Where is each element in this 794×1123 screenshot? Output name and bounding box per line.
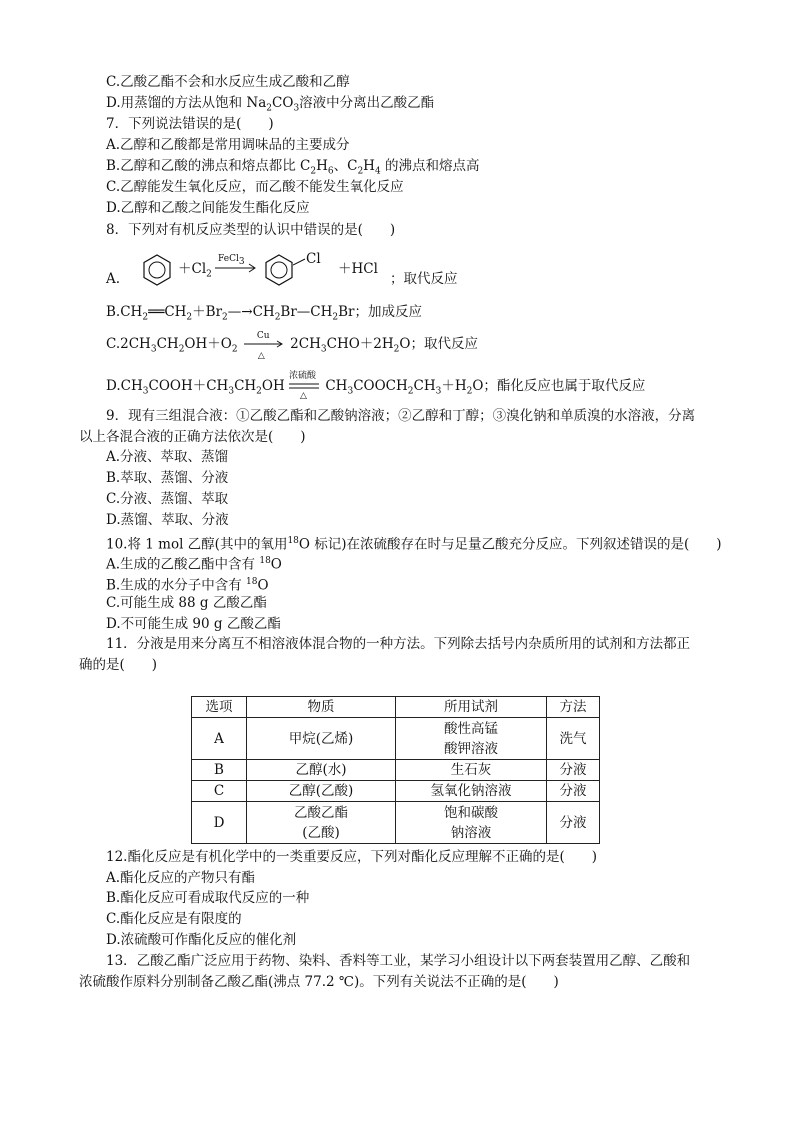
q10-option-a: A.生成的乙酸乙酯中含有 $^{18}$O — [106, 556, 282, 573]
q7-option-a: A.乙醇和乙酸都是常用调味品的主要成分 — [106, 137, 350, 153]
table-row — [192, 781, 600, 802]
table-cell: 分液 — [547, 802, 600, 844]
q9-option-c: C.分液、蒸馏、萃取 — [106, 491, 229, 507]
q10-option-b: B.生成的水分子中含有 $^{18}$O — [106, 577, 269, 594]
table-cell: 乙醇(水) — [247, 760, 396, 781]
q12-option-c: C.酯化反应是有限度的 — [106, 911, 242, 927]
table-header-row — [192, 697, 600, 718]
q13-stem-line2: 浓硫酸作原料分别制备乙酸乙酯(沸点 77.2 ℃)。下列有关说法不正确的是( ) — [79, 974, 559, 990]
q11-stem-line1: 11．分液是用来分离互不相溶液体混合物的一种方法。下列除去括号内杂质所用的试剂和方法都正 — [106, 636, 691, 652]
table-row — [192, 718, 600, 760]
cu-condition-arrow: Cu △ — [242, 334, 286, 354]
q9-stem-line2: 以上各混合液的正确方法依次是( ) — [79, 429, 306, 445]
q8-option-d: $D.CH_3COOH+CH_3CH_2OH$ 浓硫酸 △ $CH_3COOCH_2CH_3+H_2O$；酯化反应也属于取代反应 — [106, 371, 646, 401]
q7-stem: 7．下列说法错误的是( ) — [106, 116, 274, 132]
table-cell: D — [192, 802, 247, 844]
table-cell: 甲烷(乙烯) — [247, 718, 396, 760]
q12-option-d: D.浓硫酸可作酯化反应的催化剂 — [106, 932, 297, 948]
table-cell: C — [192, 781, 247, 802]
q7-option-c: C.乙醇能发生氧化反应，而乙酸不能发生氧化反应 — [106, 179, 404, 195]
q11-stem-line2: 确的是( ) — [79, 657, 158, 673]
q12-stem: 12.酯化反应是有机化学中的一类重要反应，下列对酯化反应理解不正确的是( ) — [106, 849, 598, 865]
table-cell: 生石灰 — [396, 760, 547, 781]
q11-options-table — [191, 696, 600, 844]
q10-option-d: D.不可能生成 90 g 乙酸乙酯 — [106, 616, 281, 632]
table-header: 选项 — [192, 697, 247, 718]
q7-option-b: B.乙醇和乙酸的沸点和熔点都比 $C_2H_6$、$C_2H_4$ 的沸点和熔点高 — [106, 158, 480, 177]
q8-stem: 8．下列对有机反应类型的认识中错误的是( ) — [106, 222, 396, 238]
table-cell: 洗气 — [547, 718, 600, 760]
benzene-ring-product — [262, 253, 296, 287]
table-header: 物质 — [247, 697, 396, 718]
q10-option-c: C.可能生成 88 g 乙酸乙酯 — [106, 595, 267, 611]
table-cell: 分液 — [547, 760, 600, 781]
table-cell: 氢氧化钠溶液 — [396, 781, 547, 802]
table-cell: 分液 — [547, 781, 600, 802]
table-row — [192, 760, 600, 781]
table-header: 方法 — [547, 697, 600, 718]
q7-option-d: D.乙醇和乙酸之间能发生酯化反应 — [106, 200, 310, 216]
table-cell: B — [192, 760, 247, 781]
table-cell: 乙醇(乙酸) — [247, 781, 396, 802]
q10-stem: 10.将 1 mol 乙醇(其中的氧用$^{18}$O 标记)在浓硫酸存在时与足量乙酸充分反应。下列叙述错误的是( ) — [106, 536, 722, 553]
reaction-arrow-icon — [214, 263, 258, 273]
table-row — [192, 802, 600, 844]
table-cell: 酸性高锰 酸钾溶液 — [396, 718, 547, 760]
table-cell: 乙酸乙酯 (乙酸) — [247, 802, 396, 844]
table-header: 所用试剂 — [396, 697, 547, 718]
bond-line-icon — [293, 257, 307, 267]
q8-option-c: $C.2CH_3CH_2OH+O_2$ Cu △ $2CH_3CHO+2H_2O$；取代反应 — [106, 331, 478, 361]
q9-option-d: D.蒸馏、萃取、分液 — [106, 512, 229, 528]
acid-condition-arrow: 浓硫酸 △ — [289, 371, 317, 401]
table-cell: A — [192, 718, 247, 760]
q8-option-b: $B.CH_2══CH_2+Br_2—\to CH_2Br—CH_2Br$；加成反应 — [106, 304, 423, 323]
q9-option-b: B.萃取、蒸馏、分液 — [106, 470, 229, 486]
table-cell: 饱和碳酸 钠溶液 — [396, 802, 547, 844]
q6-option-d: D.用蒸馏的方法从饱和 $Na_2CO_3$溶液中分离出乙酸乙酯 — [106, 95, 435, 114]
q9-option-a: A.分液、萃取、蒸馏 — [106, 449, 229, 465]
q9-stem-line1: 9．现有三组混合液：①乙酸乙酯和乙酸钠溶液；②乙醇和丁醇；③溴化钠和单质溴的水溶液，分离 — [106, 408, 696, 424]
q12-option-b: B.酯化反应可看成取代反应的一种 — [106, 890, 310, 906]
q13-stem-line1: 13．乙酸乙酯广泛应用于药物、染料、香料等工业，某学习小组设计以下两套装置用乙醇、乙酸和 — [106, 953, 691, 969]
q12-option-a: A.酯化反应的产物只有酯 — [106, 870, 256, 886]
benzene-ring-reactant — [140, 253, 174, 287]
q6-option-c: C.乙酸乙酯不会和水反应生成乙酸和乙醇 — [106, 74, 350, 90]
